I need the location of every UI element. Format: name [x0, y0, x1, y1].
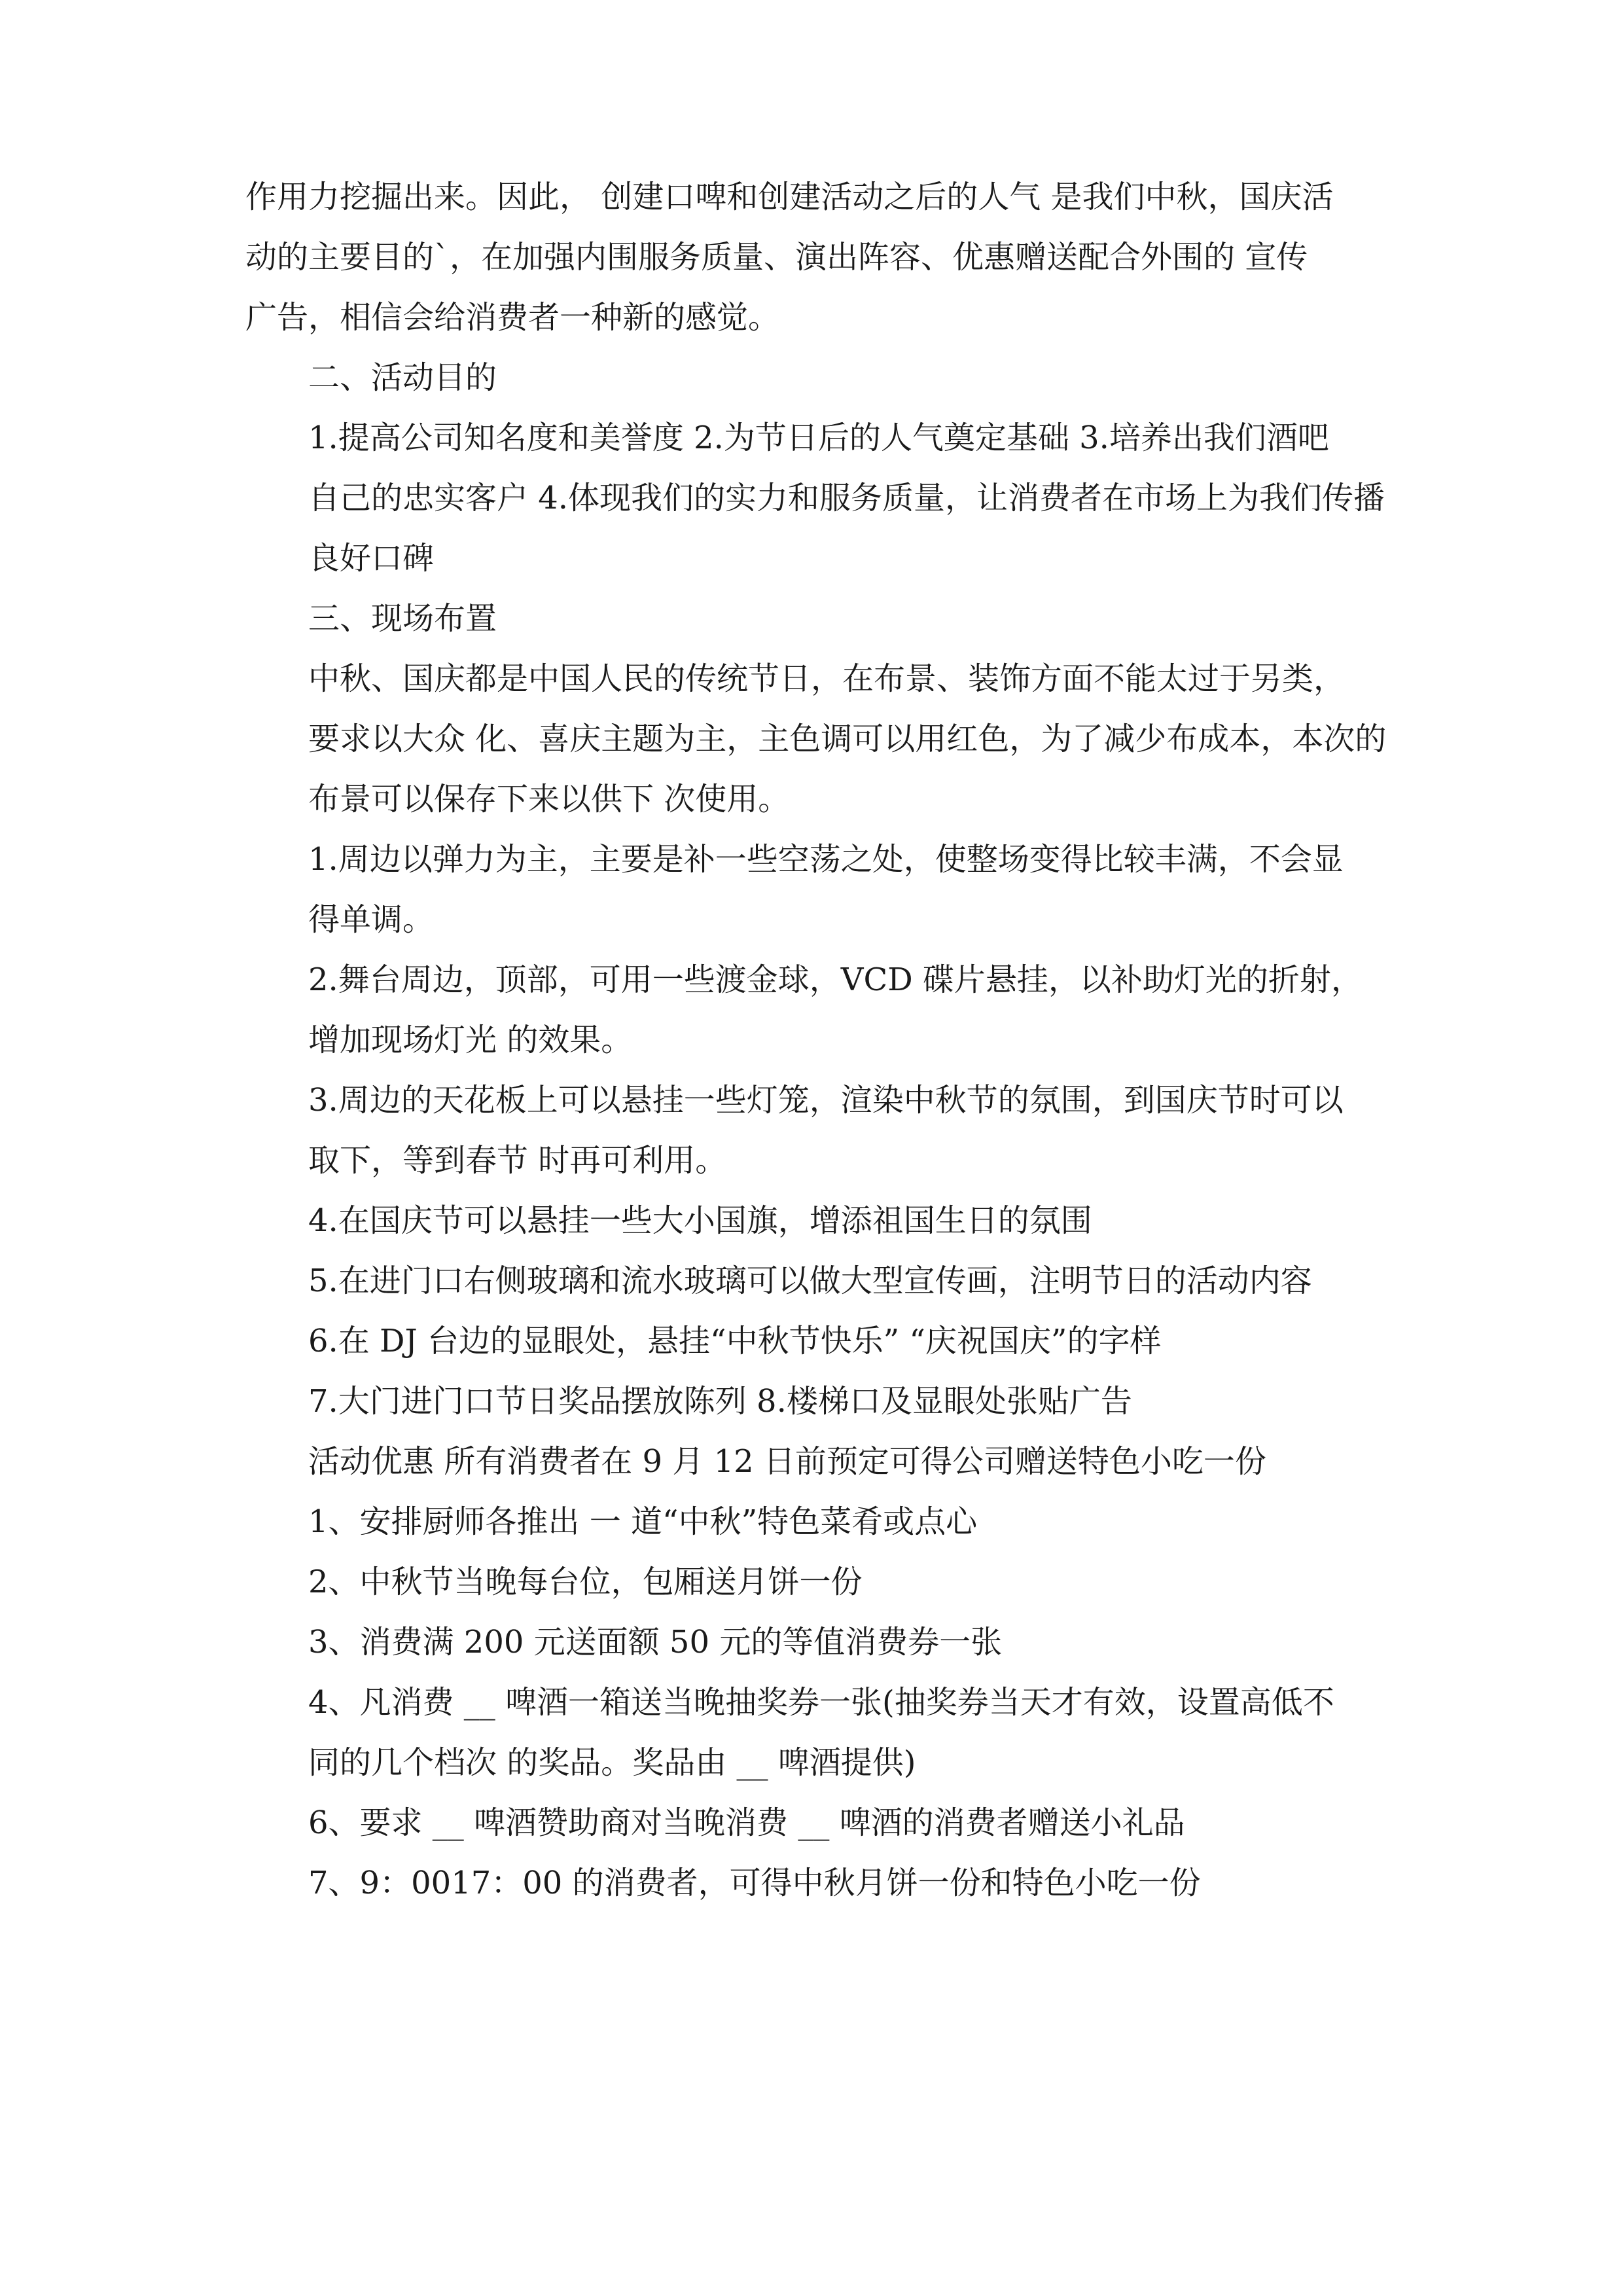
- document-body: [245, 167, 1410, 1913]
- text-line: 2、中秋节当晚每台位，包厢送月饼一份: [308, 1564, 863, 1600]
- text-line: 取下，等到春节 时再可利用。: [308, 1142, 727, 1179]
- text-line: 广告，相信会给消费者一种新的感觉。: [245, 299, 780, 336]
- paragraph: [245, 649, 1410, 829]
- text-line: 得单调。: [308, 901, 435, 938]
- text-line: 中秋、国庆都是中国人民的传统节日，在布景、装饰方面不能太过于另类，: [308, 660, 1346, 697]
- text-line: 3、消费满 200 元送面额 50 元的等值消费券一张: [308, 1624, 1003, 1660]
- paragraph: [245, 1853, 1410, 1913]
- text-line: 6、要求 __ 啤酒赞助商对当晚消费 __ 啤酒的消费者赠送小礼品: [308, 1804, 1185, 1841]
- paragraph: [245, 1251, 1410, 1311]
- text-line: 活动优惠 所有消费者在 9 月 12 日前预定可得公司赠送特色小吃一份: [308, 1443, 1266, 1480]
- paragraph: [245, 1672, 1410, 1793]
- text-line: 要求以大众 化、喜庆主题为主，主色调可以用红色，为了减少布成本，本次的: [308, 721, 1387, 757]
- text-line: 4、凡消费 __ 啤酒一箱送当晚抽奖券一张(抽奖券当天才有效，设置高低不: [308, 1684, 1334, 1721]
- paragraph: [245, 1552, 1410, 1612]
- paragraph: [245, 1070, 1410, 1191]
- paragraph: [245, 1311, 1410, 1371]
- text-line: 作用力挖掘出来。因此， 创建口啤和创建活动之后的人气 是我们中秋，国庆活: [245, 179, 1334, 215]
- paragraph: [245, 588, 1410, 649]
- text-line: 4.在国庆节可以悬挂一些大小国旗，增添祖国生日的氛围: [308, 1202, 1092, 1239]
- text-line: 2.舞台周边，顶部，可用一些渡金球，VCD 碟片悬挂，以补助灯光的折射，: [308, 961, 1363, 998]
- paragraph: [245, 348, 1410, 408]
- paragraph: [245, 950, 1410, 1070]
- text-line: 二、活动目的: [308, 359, 497, 396]
- paragraph: [245, 1492, 1410, 1552]
- text-line: 6.在 DJ 台边的显眼处，悬挂“中秋节快乐” “庆祝国庆”的字样: [308, 1323, 1162, 1359]
- text-line: 1.周边以弹力为主，主要是补一些空荡之处，使整场变得比较丰满，不会显: [308, 841, 1344, 878]
- text-line: 5.在进门口右侧玻璃和流水玻璃可以做大型宣传画，注明节日的活动内容: [308, 1263, 1312, 1299]
- paragraph: [245, 1371, 1410, 1431]
- text-line: 动的主要目的`，在加强内围服务质量、演出阵容、优惠赠送配合外围的 宣传: [245, 239, 1308, 276]
- text-line: 增加现场灯光 的效果。: [308, 1022, 633, 1058]
- text-line: 7.大门进门口节日奖品摆放陈列 8.楼梯口及显眼处张贴广告: [308, 1383, 1132, 1420]
- text-line: 1、安排厨师各推出 一 道“中秋”特色菜肴或点心: [308, 1503, 978, 1540]
- text-line: 自己的忠实客户 4.体现我们的实力和服务质量，让消费者在市场上为我们传播: [308, 480, 1385, 516]
- paragraph: [245, 829, 1410, 950]
- paragraph: [245, 1612, 1410, 1672]
- paragraph: [245, 1431, 1410, 1492]
- paragraph: [245, 1191, 1410, 1251]
- text-line: 1.提高公司知名度和美誉度 2.为节日后的人气奠定基础 3.培养出我们酒吧: [308, 420, 1329, 456]
- text-line: 7、9：0017：00 的消费者，可得中秋月饼一份和特色小吃一份: [308, 1865, 1201, 1901]
- text-line: 布景可以保存下来以供下 次使用。: [308, 781, 790, 817]
- text-line: 三、现场布置: [308, 600, 497, 637]
- paragraph: [245, 167, 1410, 348]
- paragraph: [245, 408, 1410, 588]
- paragraph: [245, 1793, 1410, 1853]
- text-line: 3.周边的天花板上可以悬挂一些灯笼，渲染中秋节的氛围，到国庆节时可以: [308, 1082, 1344, 1119]
- text-line: 良好口碑: [308, 540, 435, 577]
- text-line: 同的几个档次 的奖品。奖品由 __ 啤酒提供): [308, 1744, 916, 1781]
